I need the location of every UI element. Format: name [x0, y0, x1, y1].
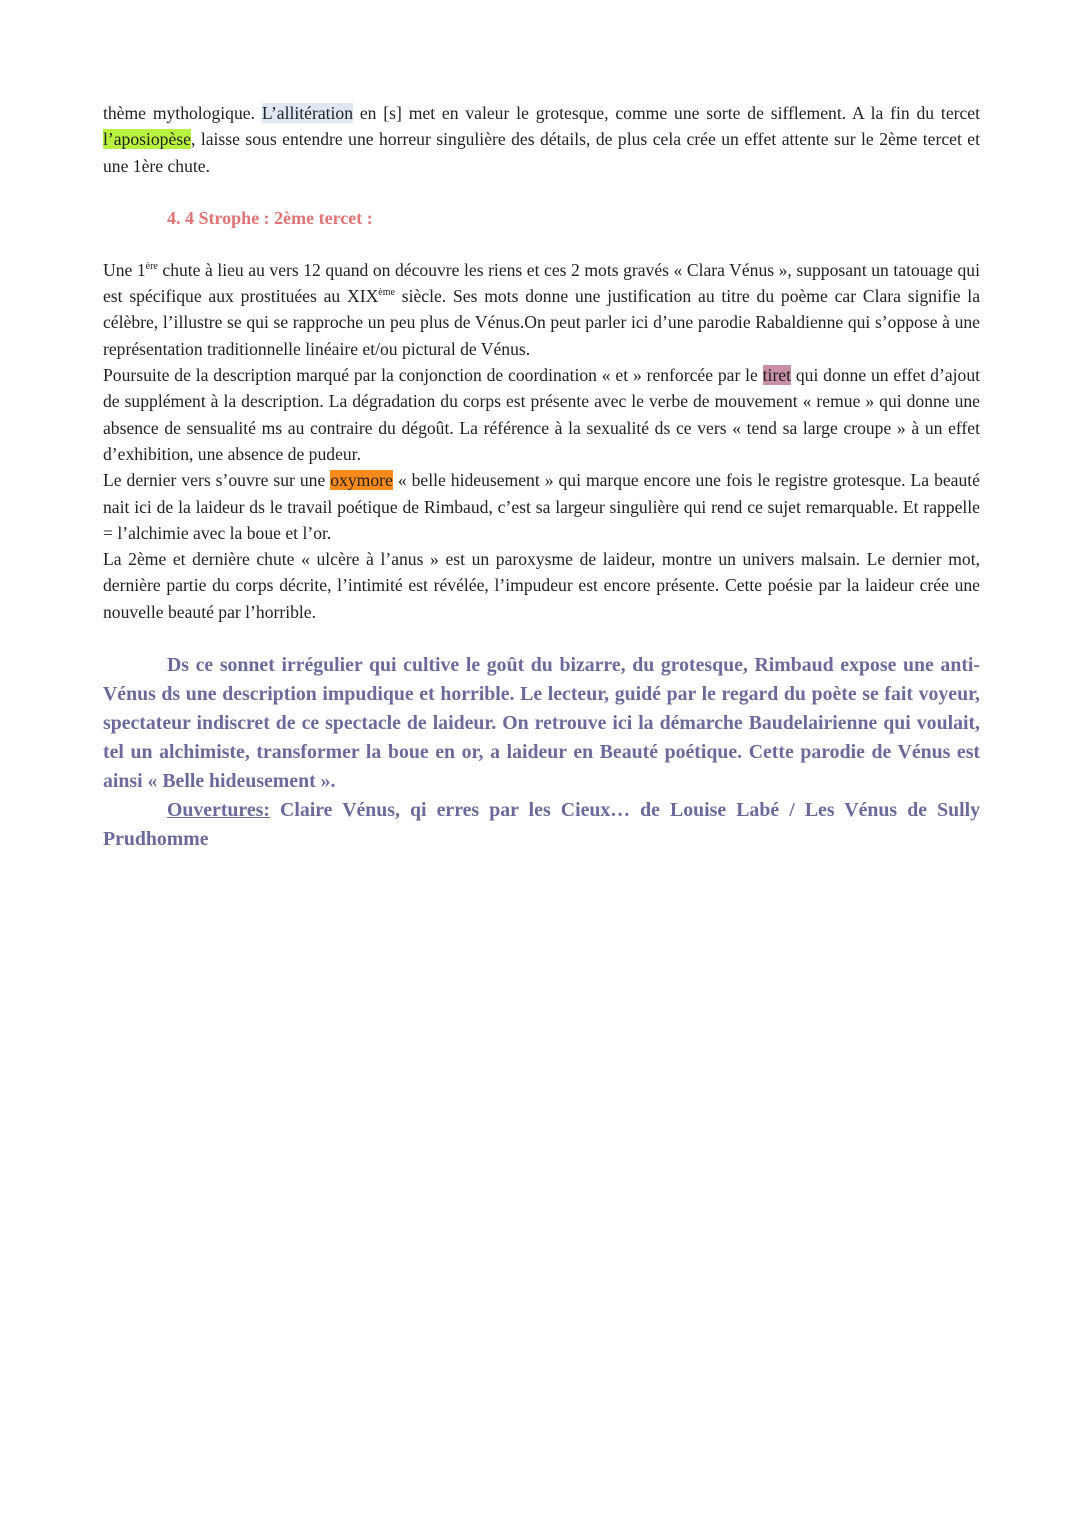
paragraph-poursuite [103, 362, 980, 467]
superscript: ère [145, 260, 158, 272]
openings [103, 796, 980, 854]
text: , laisse sous entendre une horreur singulière des détails, de plus cela crée un effet attente sur le 2ème tercet et une 1ère chute. [103, 129, 980, 176]
document-content [103, 100, 980, 854]
paragraph-tercet-1-end [103, 100, 980, 179]
highlight-allit: L’allitération [261, 103, 354, 123]
section-title: 4. 4 Strophe : 2ème tercet : [167, 207, 373, 228]
conclusion-text: Ds ce sonnet irrégulier qui cultive le goût du bizarre, du grotesque, Rimbaud expose une anti-Vénus ds une description impudique et horrible. Le lecteur, guidé par le regard du poète se fait voyeur, spectateur indiscret de ce spectacle de laideur. On retrouve ici la démarche Baudelairienne qui voulait, tel un alchimiste, transformer la boue en or, a laideur en Beauté poétique. Cette parodie de Vénus est ainsi « Belle hideusement ». [103, 654, 980, 793]
text: en [s] met en valeur le grotesque, comme une sorte de sifflement. A la fin du tercet [353, 103, 980, 123]
text: Le dernier vers s’ouvre sur une [103, 470, 331, 491]
text: « belle hideusement » qui marque encore une fois le registre grotesque. La beauté nait ici de la laideur ds le travail poétique de Rimbaud, c’est sa largeur singulière qui rend ce sujet remarquable. Et rappelle = l’alchimie avec la boue et l’or. [103, 470, 980, 543]
openings-label: Ouvertures: [167, 799, 270, 822]
highlight-aposiopese: l’aposiopèse [103, 129, 191, 150]
highlight-oxymore: oxymore [330, 470, 393, 491]
paragraph-premiere-chute [103, 257, 980, 362]
text: siècle. Ses mots donne une justification au titre du poème car Clara signifie la célèbre, l’illustre se qui se rapproche un peu plus de Vénus.On peut parler ici d’une parodie Rabaldienne qui s’oppose à une représentation traditionnelle linéaire et/ou pictural de Vénus. [103, 286, 980, 359]
paragraph-dernier-vers [103, 467, 980, 546]
text: Poursuite de la description marqué par la conjonction de coordination « et » renforcée par le [103, 365, 763, 386]
superscript: ème [378, 287, 395, 299]
highlight-tiret: tiret [762, 365, 792, 386]
paragraph-derniere-chute: La 2ème et dernière chute « ulcère à l’anus » est un paroxysme de laideur, montre un univers malsain. Le dernier mot, dernière partie du corps décrite, l’intimité est révélée, l’impudeur est encore présente. Cette poésie par la laideur crée une nouvelle beauté par l’horrible. [103, 549, 980, 622]
conclusion [103, 651, 980, 854]
text: thème mythologique. [103, 103, 262, 123]
text: chute à lieu au vers 12 quand on découvre les riens et ces 2 mots gravés « Clara Vénus », supposant un tatouage qui est spécifique aux prostituées au XIX [103, 259, 980, 307]
text: qui donne un effet d’ajout de supplément à la description. La dégradation du corps est présente avec le verbe de mouvement « remue » qui donne une absence de sensualité ms au contraire du dégoût. La référence à la sexualité ds ce vers « tend sa large croupe » à un effet d’exhibition, une absence de pudeur. [103, 365, 981, 464]
openings-text: Claire Vénus, qi erres par les Cieux… de Louise Labé / Les Vénus de Sully Prudhomme [103, 799, 980, 851]
text: Une 1 [103, 259, 146, 280]
